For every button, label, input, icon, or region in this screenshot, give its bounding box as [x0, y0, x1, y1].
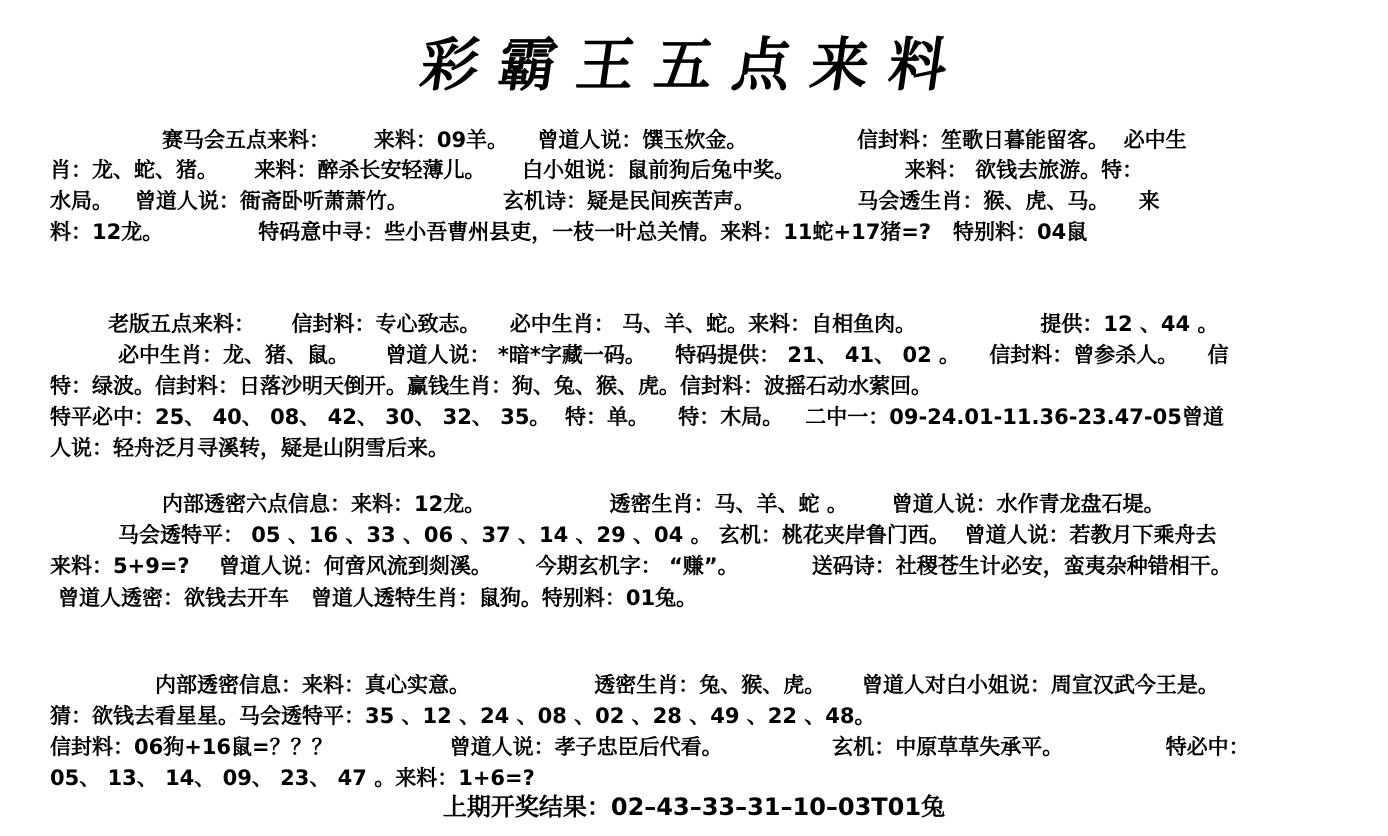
text-line: 水局。 曾道人说：衙斋卧听萧萧竹。 玄机诗：疑是民间疾苦声。 马会透生肖：猴、虎、马。 来: [50, 189, 1160, 213]
text-line: 赛马会五点来料： 来料：09羊。 曾道人说：馔玉炊金。 信封料：笙歌日暮能留客。 必中生: [162, 128, 1187, 152]
text-line: 料：12龙。 特码意中寻：些小吾曹州县吏，一枝一叶总关情。来料：11蛇+17猪=? 特别料：04鼠: [50, 220, 1088, 244]
text-line: 肖：龙、蛇、猪。 来料：醉杀长安轻薄儿。 白小姐说：鼠前狗后兔中奖。 来料： 欲钱去旅游。特：: [50, 158, 1144, 182]
text-line: 马会透特平： 05 、16 、33 、06 、37 、14 、29 、04 。 玄机：桃花夹岸鲁门西。 曾道人说：若教月下乘舟去: [118, 523, 1217, 547]
text-line: 05、 13、 14、 09、 23、 47 。来料：1+6=?: [50, 766, 535, 790]
text-line: 信封料：06狗+16鼠=？？？ 曾道人说：孝子忠臣后代看。 玄机：中原草草失承平。 特必中：: [50, 735, 1250, 759]
text-line: 内部透密六点信息：来料：12龙。 透密生肖：马、羊、蛇 。 曾道人说：水作青龙盘石堤。: [162, 492, 1165, 516]
text-line: 内部透密信息：来料：真心实意。 透密生肖：兔、猴、虎。 曾道人对白小姐说：周宣汉武今王是。: [155, 673, 1219, 697]
text-line: 特：绿波。信封料：日落沙明天倒开。赢钱生肖：狗、兔、猴、虎。信封料：波摇石动水萦回。: [50, 374, 932, 398]
text-line: 猜：欲钱去看星星。马会透特平：35 、12 、24 、08 、02 、28 、49 、22 、48。: [50, 704, 876, 728]
text-line: 特平必中：25、 40、 08、 42、 30、 32、 35。 特：单。 特：木局。 二中一：09-24.01-11.36-23.47-05曾道: [50, 405, 1224, 429]
text-line: 必中生肖：龙、猪、鼠。 曾道人说： *暗*字藏一码。 特码提供： 21、 41、 02 。 信封料：曾参杀人。 信: [118, 343, 1229, 367]
last-draw-result: 上期开奖结果：02–43–33–31–10–03T01兔: [442, 793, 946, 821]
text-line: 来料：5+9=? 曾道人说：何啻风流到剡溪。 今期玄机字： “赚”。 送码诗：社稷苍生计必安，蛮夷杂种错相干。: [50, 554, 1232, 578]
text-line: 老版五点来料： 信封料：专心致志。 必中生肖： 马、羊、蛇。来料：自相鱼肉。 提供：12 、44 。: [108, 312, 1219, 336]
text-line: 曾道人透密：欲钱去开车 曾道人透特生肖：鼠狗。特别料：01兔。: [58, 586, 698, 610]
text-line: 人说：轻舟泛月寻溪转，疑是山阴雪后来。: [50, 436, 449, 460]
page-title: 彩霸王五点来料: [416, 31, 972, 99]
